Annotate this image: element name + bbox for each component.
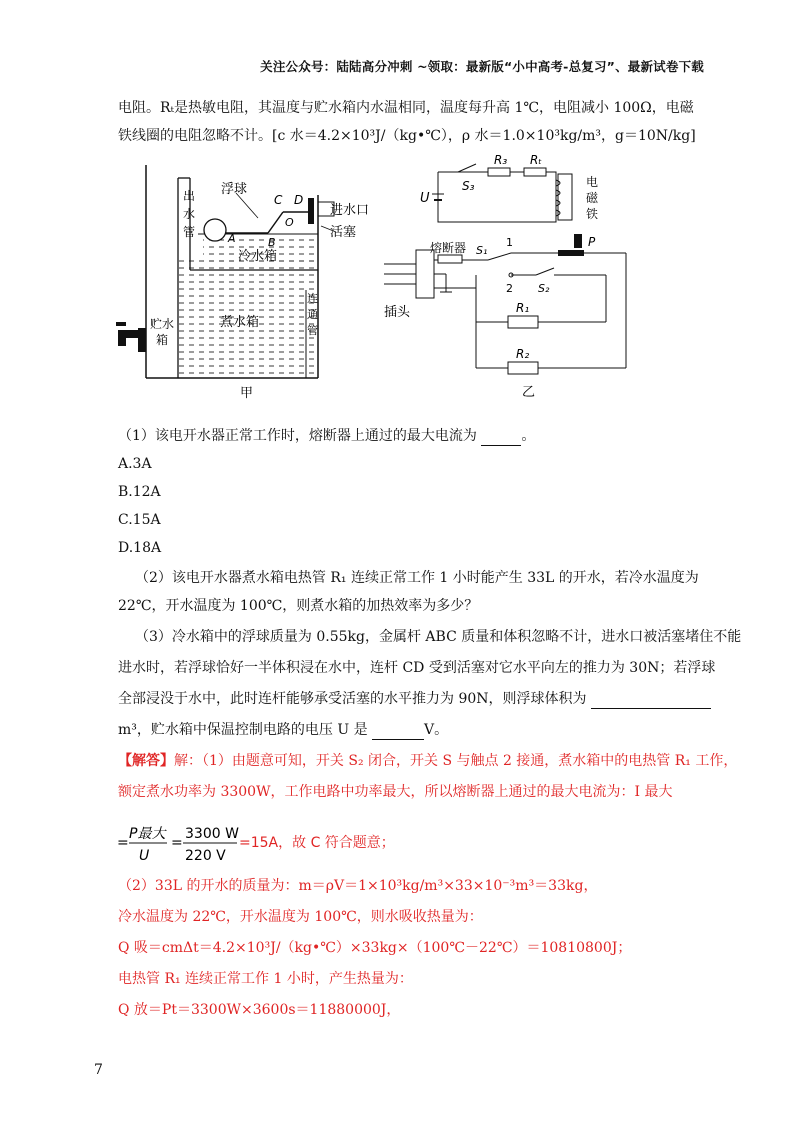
- answer-tag: 【解答】: [118, 753, 174, 769]
- svg-text:S₂: S₂: [538, 282, 550, 295]
- answer-line-1: 【解答】解：（1）由题意可知，开关 S₂ 闭合，开关 S 与触点 2 接通，煮水箱中的电热管 R₁ 工作，: [118, 753, 738, 769]
- svg-text:插头: 插头: [384, 305, 411, 320]
- q3-line-3: 全部浸没于水中，此时连杆能够承受活塞的水平推力为 90N，则浮球体积为: [118, 689, 711, 709]
- svg-text:煮水箱: 煮水箱: [220, 315, 260, 330]
- q3-line-4: m³，贮水箱中保温控制电路的电压 U 是 V。: [118, 722, 449, 738]
- svg-text:箱: 箱: [156, 333, 169, 347]
- svg-text:活塞: 活塞: [330, 225, 357, 240]
- q1-stem: （1）该电开水器正常工作时，熔断器上通过的最大电流为 。: [118, 428, 536, 444]
- plug: [416, 250, 434, 298]
- svg-text:管: 管: [183, 225, 196, 239]
- svg-text:=15A，故 C 符合题意；: =15A，故 C 符合题意；: [239, 835, 395, 851]
- page-number: 7: [94, 1062, 103, 1078]
- q2-line-1: （2）该电开水器煮水箱电热管 R₁ 连续正常工作 1 小时能产生 33L 的开水，若冷水温度为: [135, 570, 699, 586]
- resistor-rt: [524, 168, 546, 176]
- answer-line-5: Q 吸＝cmΔt＝4.2×10³J/（kg•℃）×33kg×（100℃－22℃）＝10810800J；: [118, 940, 632, 956]
- svg-text:通: 通: [307, 308, 318, 321]
- resistor-r2: [508, 362, 538, 374]
- figure-jia: [108, 160, 388, 400]
- answer-line-4: 冷水温度为 22℃，开水温度为 100℃，则水吸收热量为：: [118, 909, 483, 925]
- q1-option-d: D.18A: [118, 540, 162, 556]
- answer-line-3: （2）33L 的开水的质量为：m＝ρV＝1×10³kg/m³×33×10⁻³m³＝33kg，: [118, 878, 598, 894]
- answer-line-2: 额定煮水功率为 3300W，工作电路中功率最大，所以熔断器上通过的最大电流为：I 最大: [118, 784, 673, 800]
- answer-formula: [117, 820, 417, 870]
- answer-line-6: 电热管 R₁ 连续正常工作 1 小时，产生热量为：: [118, 971, 413, 987]
- svg-text:P最大: P最大: [129, 826, 166, 842]
- svg-text:铁: 铁: [586, 207, 599, 221]
- caption-yi: 乙: [522, 385, 536, 400]
- svg-text:S₁: S₁: [476, 244, 488, 257]
- page-header: 关注公众号：陆陆高分冲刺 ~领取：最新版“小中高考-总复习”、最新试卷下载: [260, 59, 704, 74]
- svg-text:R₁: R₁: [516, 301, 530, 315]
- svg-text:冷水箱: 冷水箱: [238, 249, 278, 264]
- svg-text:P: P: [588, 235, 596, 249]
- svg-text:电: 电: [586, 175, 599, 189]
- svg-text:2: 2: [506, 282, 513, 295]
- svg-text:连: 连: [307, 292, 318, 305]
- svg-text:水: 水: [183, 207, 196, 221]
- caption-jia: 甲: [240, 386, 254, 400]
- svg-text:R₂: R₂: [516, 347, 530, 361]
- q1-option-c: C.15A: [118, 512, 161, 528]
- svg-text:Rₜ: Rₜ: [530, 153, 542, 167]
- q1-option-b: B.12A: [118, 484, 161, 500]
- svg-text:U: U: [420, 191, 430, 206]
- svg-text:熔断器: 熔断器: [430, 241, 467, 255]
- svg-text:=: =: [171, 835, 183, 851]
- svg-text:进水口: 进水口: [330, 203, 370, 218]
- svg-text:220 V: 220 V: [185, 848, 226, 864]
- q2-line-2: 22℃，开水温度为 100℃，则煮水箱的加热效率为多少？: [118, 598, 479, 614]
- svg-text:管: 管: [307, 324, 318, 337]
- svg-text:浮球: 浮球: [221, 182, 248, 197]
- intro-line-1: 电阻。Rₜ是热敏电阻，其温度与贮水箱内水温相同，温度每升高 1℃，电阻减小 100Ω，电磁: [118, 100, 694, 116]
- q1-option-a: A.3A: [118, 456, 152, 472]
- svg-text:B: B: [268, 236, 276, 249]
- resistor-r3: [488, 168, 510, 176]
- svg-text:磁: 磁: [586, 191, 599, 205]
- svg-text:C: C: [274, 193, 283, 207]
- float-ball: [204, 219, 226, 241]
- svg-text:U: U: [139, 848, 150, 864]
- svg-text:D: D: [294, 193, 304, 207]
- svg-text:A: A: [228, 232, 236, 245]
- svg-text:=: =: [117, 835, 129, 851]
- q3-line-2: 进水时，若浮球恰好一半体积浸在水中，连杆 CD 受到活塞对它水平向左的推力为 30N；若浮球: [118, 660, 716, 676]
- q3-line-1: （3）冷水箱中的浮球质量为 0.55kg，金属杆 ABC 质量和体积忽略不计，进水口被活塞堵住不能: [135, 629, 742, 645]
- svg-text:O: O: [285, 216, 294, 229]
- svg-text:贮水: 贮水: [150, 317, 175, 331]
- intro-line-2: 铁线圈的电阻忽略不计。[c 水＝4.2×10³J/（kg•℃），ρ 水＝1.0×10³kg/m³，g＝10N/kg]: [118, 128, 696, 144]
- svg-text:出: 出: [183, 189, 196, 203]
- resistor-r1: [508, 316, 538, 328]
- figure-yi: [376, 150, 646, 400]
- answer-line-7: Q 放＝Pt＝3300W×3600s＝11880000J，: [118, 1002, 401, 1018]
- svg-text:3300 W: 3300 W: [185, 826, 239, 842]
- svg-text:S₃: S₃: [462, 179, 475, 193]
- svg-text:R₃: R₃: [494, 153, 508, 167]
- fuse: [438, 255, 462, 263]
- svg-text:1: 1: [506, 236, 513, 249]
